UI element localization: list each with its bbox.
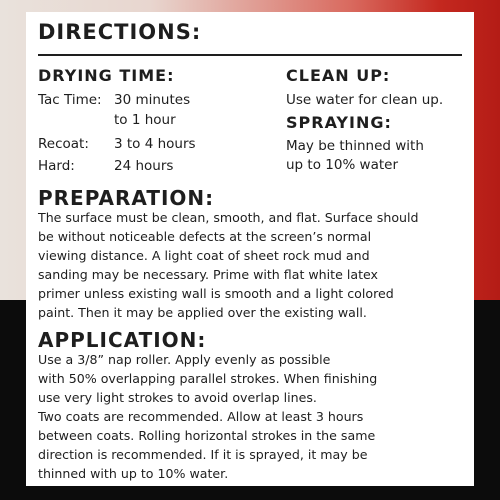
recoat-value: 3 to 4 hours (114, 136, 196, 152)
spraying-line2: up to 10% water (286, 157, 399, 173)
clean-up-heading: CLEAN UP: (286, 66, 391, 85)
clean-up-text: Use water for clean up. (286, 92, 444, 108)
application-line: direction is recommended. If it is sprayed, it may be (38, 447, 368, 462)
tac-time-value-line2: to 1 hour (114, 112, 176, 128)
preparation-line: sanding may be necessary. Prime with flat white latex (38, 267, 378, 282)
hard-value: 24 hours (114, 158, 174, 174)
tac-time-value-line1: 30 minutes (114, 92, 191, 108)
preparation-line: The surface must be clean, smooth, and flat. Surface should (38, 210, 419, 225)
preparation-line: viewing distance. A light coat of sheet rock mud and (38, 248, 370, 263)
application-line: thinned with up to 10% water. (38, 466, 229, 481)
spraying-line1: May be thinned with (286, 138, 424, 154)
title-underline (38, 54, 462, 56)
preparation-heading: PREPARATION: (38, 186, 215, 210)
spraying-heading: SPRAYING: (286, 113, 392, 132)
tac-time-label: Tac Time: (38, 92, 102, 108)
application-line: use very light strokes to avoid overlap lines. (38, 390, 317, 405)
preparation-line: primer unless existing wall is smooth and a light colored (38, 286, 394, 301)
directions-title: DIRECTIONS: (38, 20, 202, 44)
preparation-line: paint. Then it may be applied over the existing wall. (38, 305, 367, 320)
hard-label: Hard: (38, 158, 75, 174)
drying-time-heading: DRYING TIME: (38, 66, 175, 85)
application-line: with 50% overlapping parallel strokes. When finishing (38, 371, 378, 386)
application-line: Two coats are recommended. Allow at least 3 hours (38, 409, 364, 424)
application-paragraph (38, 350, 464, 483)
preparation-line: be without noticeable defects at the screen’s normal (38, 229, 372, 244)
application-line: Use a 3/8” nap roller. Apply evenly as possible (38, 352, 331, 367)
application-line: between coats. Rolling horizontal strokes in the same (38, 428, 376, 443)
directions-panel (26, 12, 474, 486)
preparation-paragraph (38, 208, 464, 322)
recoat-label: Recoat: (38, 136, 89, 152)
application-heading: APPLICATION: (38, 328, 207, 352)
